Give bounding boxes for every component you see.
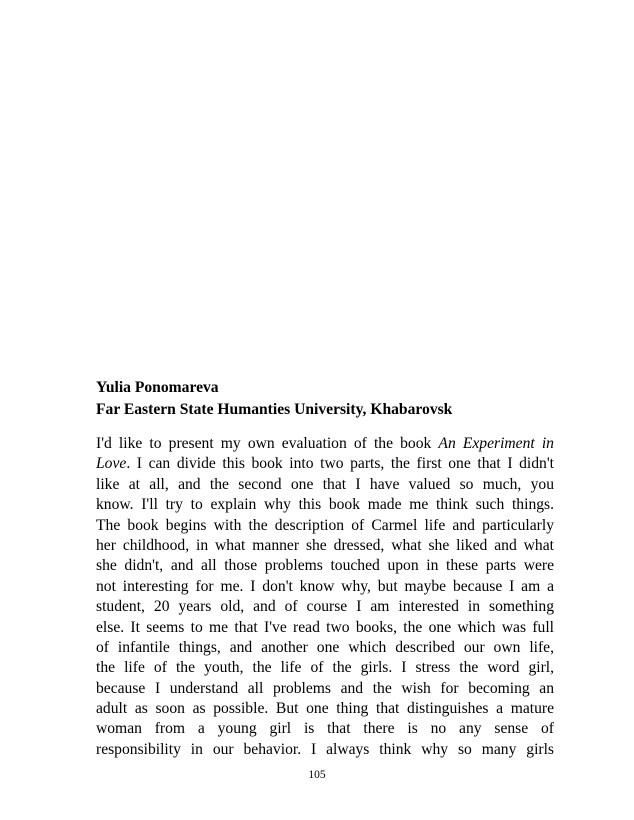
body-line (96, 699, 554, 719)
body-text-segment: her childhood, in what manner she dressed, what she liked and what (96, 536, 554, 554)
body-line (96, 516, 554, 536)
body-text-segment: because I understand all problems and the wish for becoming an (96, 679, 554, 697)
body-line (96, 618, 554, 638)
body-text-segment: like at all, and the second one that I have valued so much, you (96, 475, 554, 493)
body-line (96, 658, 554, 678)
body-line (96, 454, 554, 474)
body-text-segment: responsibility in our behavior. I always think why so many girls (96, 740, 554, 758)
body-line (96, 536, 554, 556)
body-text-segment: woman from a young girl is that there is no any sense of (96, 720, 554, 738)
body-line (96, 740, 554, 760)
book-title-italic: An Experiment in (438, 435, 554, 452)
body-text-segment: know. I'll try to explain why this book made me think such things. (96, 496, 554, 514)
page-number: 105 (308, 769, 326, 781)
body-line (96, 556, 554, 576)
author-name: Yulia Ponomareva (96, 379, 219, 396)
body-text-segment: student, 20 years old, and of course I am interested in something (96, 598, 554, 616)
body-line (96, 719, 554, 739)
body-line (96, 495, 554, 515)
body-line (96, 577, 554, 597)
body-line (96, 434, 554, 454)
body-text-segment: The book begins with the description of Carmel life and particularly (96, 516, 554, 534)
author-block (96, 377, 556, 421)
body-line (96, 475, 554, 495)
body-text-segment: adult as soon as possible. But one thing that distinguishes a mature (96, 700, 554, 718)
body-text-segment: . I can divide this book into two parts, the first one that I didn't (126, 455, 554, 473)
body-text-segment: the life of the youth, the life of the girls. I stress the word girl, (96, 659, 554, 677)
body-paragraph (96, 434, 554, 760)
body-text-segment: she didn't, and all those problems touched upon in these parts were (96, 557, 554, 575)
body-line (96, 638, 554, 658)
body-line (96, 679, 554, 699)
body-text-segment: I'd like to present my own evaluation of the book (96, 435, 439, 452)
body-text-segment: else. It seems to me that I've read two books, the one which was full (96, 618, 554, 636)
book-title-italic: Love (96, 455, 127, 473)
body-line (96, 597, 554, 617)
body-text-segment: of infantile things, and another one which described our own life, (96, 638, 554, 656)
body-text-segment: not interesting for me. I don't know why, but maybe because I am a (96, 577, 554, 595)
author-affiliation: Far Eastern State Humanties University, Khabarovsk (96, 401, 453, 418)
